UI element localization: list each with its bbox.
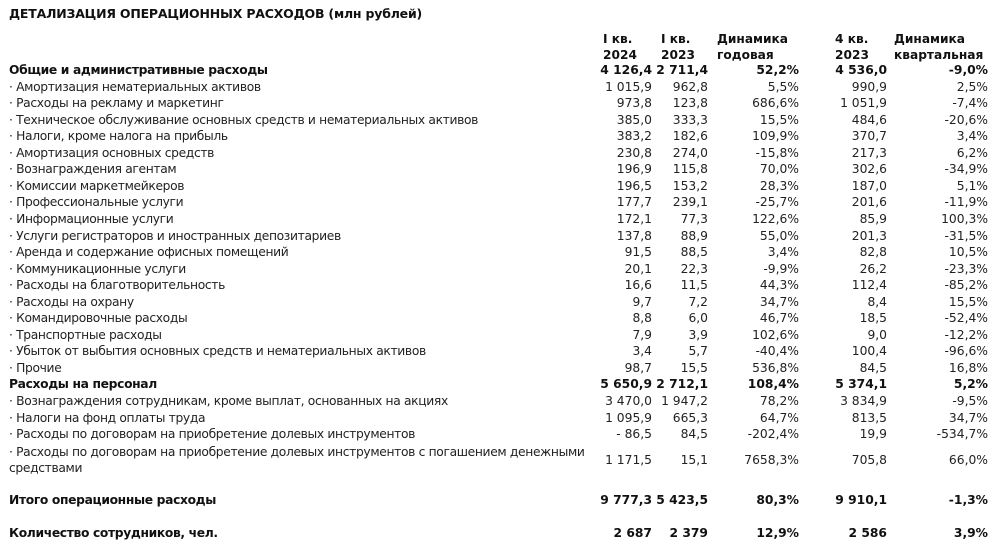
value-q1-2023: 333,3 <box>672 112 708 127</box>
value-q1-2024: 230,8 <box>616 145 652 160</box>
value-q1-2024: 1 095,9 <box>605 410 652 425</box>
row-label: · Услуги регистраторов и иностранных депозитариев <box>9 228 341 243</box>
row-label: Итого операционные расходы <box>9 493 217 507</box>
table-row <box>0 161 1000 178</box>
value-q1-2023: 665,3 <box>672 410 708 425</box>
value-q1-2023: 6,0 <box>688 311 708 326</box>
table-row <box>0 211 1000 228</box>
table-row <box>0 410 1000 427</box>
value-qoq-change: 34,7% <box>948 410 988 425</box>
row-label: Расходы на персонал <box>9 377 157 392</box>
value-q1-2024: 1 015,9 <box>605 79 652 94</box>
value-q1-2024: 20,1 <box>624 261 652 276</box>
value-q1-2024: 1 171,5 <box>605 453 652 467</box>
table-row <box>0 112 1000 129</box>
value-q1-2023: 11,5 <box>680 278 708 293</box>
value-q1-2024: 91,5 <box>624 245 652 260</box>
value-yoy-change: 64,7% <box>759 410 799 425</box>
value-q1-2023: 962,8 <box>672 79 708 94</box>
value-qoq-change: -20,6% <box>944 112 988 127</box>
value-qoq-change: -9,5% <box>952 394 988 408</box>
value-q4-2023: 370,7 <box>851 129 887 144</box>
row-label: · Командировочные расходы <box>9 311 188 326</box>
value-qoq-change: -85,2% <box>944 278 988 293</box>
row-label: · Расходы по договорам на приобретение долевых инструментов <box>9 427 416 442</box>
value-q4-2023: 8,4 <box>867 294 887 309</box>
value-q1-2023: 7,2 <box>688 294 708 309</box>
value-qoq-change: -34,9% <box>944 162 988 177</box>
column-header-q1-2024: I кв. 2024 <box>603 32 637 62</box>
value-q4-2023: 217,3 <box>851 145 887 160</box>
value-q4-2023: 85,9 <box>859 211 887 226</box>
value-yoy-change: 109,9% <box>752 129 799 144</box>
row-label: · Коммуникационные услуги <box>9 261 186 276</box>
table-row <box>0 194 1000 211</box>
value-qoq-change: 2,5% <box>956 79 988 94</box>
value-qoq-change: -11,9% <box>944 195 988 210</box>
value-q1-2024: 5 650,9 <box>600 377 652 392</box>
table-row <box>0 393 1000 410</box>
value-q1-2023: 274,0 <box>672 145 708 160</box>
value-yoy-change: 12,9% <box>756 526 799 540</box>
value-yoy-change: 80,3% <box>756 493 799 507</box>
value-q1-2023: 115,8 <box>672 162 708 177</box>
row-label: · Прочие <box>9 360 62 375</box>
value-qoq-change: 66,0% <box>948 453 988 467</box>
value-qoq-change: -7,4% <box>952 96 988 111</box>
row-label: · Комиссии маркетмейкеров <box>9 178 185 193</box>
value-q1-2023: 5 423,5 <box>656 493 708 507</box>
row-label: · Амортизация нематериальных активов <box>9 79 261 94</box>
row-label: · Убыток от выбытия основных средств и нематериальных активов <box>9 344 426 359</box>
table-row <box>0 277 1000 294</box>
value-yoy-change: 28,3% <box>759 178 799 193</box>
value-q1-2024: 385,0 <box>616 112 652 127</box>
value-yoy-change: 15,5% <box>759 112 799 127</box>
value-q4-2023: 18,5 <box>859 311 887 326</box>
value-qoq-change: -12,2% <box>944 327 988 342</box>
value-yoy-change: 108,4% <box>747 377 799 392</box>
value-q4-2023: 84,5 <box>859 360 887 375</box>
value-qoq-change: -23,3% <box>944 261 988 276</box>
value-q4-2023: 9 910,1 <box>835 493 887 507</box>
value-q1-2024: 9 777,3 <box>600 493 652 507</box>
table-row <box>0 360 1000 377</box>
row-label: Общие и административные расходы <box>9 63 268 77</box>
value-q4-2023: 82,8 <box>859 245 887 260</box>
value-q1-2023: 153,2 <box>672 178 708 193</box>
value-yoy-change: 536,8% <box>752 360 799 375</box>
table-row-section <box>0 525 1000 542</box>
value-q1-2024: 8,8 <box>632 311 652 326</box>
column-header-yoy-change: Динамика годовая <box>717 32 789 62</box>
value-yoy-change: 46,7% <box>759 311 799 326</box>
row-label: · Информационные услуги <box>9 211 174 226</box>
row-label: · Вознаграждения сотрудникам, кроме выплат, основанных на акциях <box>9 394 448 408</box>
value-q1-2023: 2 712,1 <box>656 377 708 392</box>
value-yoy-change: 122,6% <box>752 211 799 226</box>
row-label: · Профессиональные услуги <box>9 195 184 210</box>
value-yoy-change: 102,6% <box>752 327 799 342</box>
value-q1-2024: 98,7 <box>624 360 652 375</box>
value-q1-2024: 9,7 <box>632 294 652 309</box>
column-header-q4-2023: 4 кв. 2023 <box>835 32 869 62</box>
value-q4-2023: 201,3 <box>851 228 887 243</box>
value-yoy-change: 686,6% <box>752 96 799 111</box>
value-q4-2023: 5 374,1 <box>835 377 887 392</box>
value-q4-2023: 112,4 <box>851 278 887 293</box>
value-yoy-change: 34,7% <box>759 294 799 309</box>
value-q1-2024: 172,1 <box>616 211 652 226</box>
table-row-section <box>0 376 1000 393</box>
value-yoy-change: -15,8% <box>755 145 799 160</box>
value-q1-2023: 22,3 <box>680 261 708 276</box>
value-q4-2023: 1 051,9 <box>840 96 887 111</box>
value-q4-2023: 187,0 <box>851 178 887 193</box>
table-row <box>0 79 1000 96</box>
value-q1-2024: 383,2 <box>616 129 652 144</box>
value-yoy-change: 44,3% <box>759 278 799 293</box>
table-row <box>0 95 1000 112</box>
table-row <box>0 343 1000 360</box>
value-qoq-change: 6,2% <box>956 145 988 160</box>
row-label: · Налоги на фонд оплаты труда <box>9 410 206 425</box>
value-yoy-change: -202,4% <box>747 427 799 442</box>
value-yoy-change: -25,7% <box>755 195 799 210</box>
value-q4-2023: 26,2 <box>859 261 887 276</box>
value-yoy-change: 7658,3% <box>744 453 799 467</box>
value-q1-2024: 7,9 <box>632 327 652 342</box>
row-label: · Расходы на рекламу и маркетинг <box>9 96 224 111</box>
value-yoy-change: 55,0% <box>759 228 799 243</box>
value-q1-2023: 5,7 <box>688 344 708 359</box>
row-label: Количество сотрудников, чел. <box>9 526 218 540</box>
value-q1-2024: 4 126,4 <box>600 63 652 77</box>
value-yoy-change: -40,4% <box>755 344 799 359</box>
value-q1-2023: 88,5 <box>680 245 708 260</box>
table-row <box>0 244 1000 261</box>
row-label: · Аренда и содержание офисных помещений <box>9 245 289 260</box>
value-q4-2023: 4 536,0 <box>835 63 887 77</box>
value-q4-2023: 2 586 <box>848 526 887 540</box>
value-q1-2024: 16,6 <box>624 278 652 293</box>
value-q1-2024: 196,9 <box>616 162 652 177</box>
value-qoq-change: 10,5% <box>948 245 988 260</box>
value-qoq-change: 100,3% <box>941 211 988 226</box>
table-row <box>0 426 1000 443</box>
value-yoy-change: 52,2% <box>756 63 799 77</box>
value-q4-2023: 813,5 <box>851 410 887 425</box>
row-label: · Расходы на благотворительность <box>9 278 225 293</box>
value-yoy-change: 78,2% <box>759 394 799 408</box>
value-q4-2023: 705,8 <box>851 453 887 467</box>
value-q4-2023: 990,9 <box>851 79 887 94</box>
row-label: · Налоги, кроме налога на прибыль <box>9 129 228 144</box>
row-label: · Транспортные расходы <box>9 327 162 342</box>
value-q1-2023: 2 379 <box>669 526 708 540</box>
column-header-q1-2023: I кв. 2023 <box>661 32 695 62</box>
value-q4-2023: 302,6 <box>851 162 887 177</box>
value-qoq-change: -52,4% <box>944 311 988 326</box>
value-qoq-change: -534,7% <box>936 427 988 442</box>
value-qoq-change: 15,5% <box>948 294 988 309</box>
table-row <box>0 310 1000 327</box>
value-q1-2023: 1 947,2 <box>661 394 708 408</box>
row-label: · Расходы по договорам на приобретение долевых инструментов с погашением денежными средствами <box>9 445 585 475</box>
value-q1-2023: 2 711,4 <box>656 63 708 77</box>
value-qoq-change: 16,8% <box>948 360 988 375</box>
value-qoq-change: 3,9% <box>953 526 988 540</box>
column-header-qoq-change: Динамика квартальная <box>894 32 984 62</box>
value-q4-2023: 484,6 <box>851 112 887 127</box>
value-yoy-change: -9,9% <box>763 261 799 276</box>
value-yoy-change: 5,5% <box>767 79 799 94</box>
value-qoq-change: -1,3% <box>948 493 988 507</box>
value-yoy-change: 3,4% <box>767 245 799 260</box>
value-qoq-change: -96,6% <box>944 344 988 359</box>
row-label: · Расходы на охрану <box>9 294 134 309</box>
value-q1-2023: 77,3 <box>680 211 708 226</box>
row-label: · Амортизация основных средств <box>9 145 215 160</box>
value-q1-2023: 123,8 <box>672 96 708 111</box>
table-row-section <box>0 62 1000 79</box>
table-row <box>0 145 1000 162</box>
value-q1-2023: 15,5 <box>680 360 708 375</box>
value-yoy-change: 70,0% <box>759 162 799 177</box>
value-qoq-change: 5,1% <box>956 178 988 193</box>
value-q4-2023: 201,6 <box>851 195 887 210</box>
value-q4-2023: 9,0 <box>867 327 887 342</box>
value-q1-2023: 3,9 <box>688 327 708 342</box>
table-row <box>0 444 1000 478</box>
table-row <box>0 228 1000 245</box>
value-q1-2024: 973,8 <box>616 96 652 111</box>
value-q1-2023: 15,1 <box>680 453 708 467</box>
table-row <box>0 128 1000 145</box>
table-title: ДЕТАЛИЗАЦИЯ ОПЕРАЦИОННЫХ РАСХОДОВ (млн рублей) <box>9 6 423 21</box>
value-q4-2023: 100,4 <box>851 344 887 359</box>
value-q1-2024: 137,8 <box>616 228 652 243</box>
value-q4-2023: 19,9 <box>859 427 887 442</box>
table-row <box>0 294 1000 311</box>
value-q1-2024: 3,4 <box>632 344 652 359</box>
row-label: · Техническое обслуживание основных средств и нематериальных активов <box>9 112 479 127</box>
table-row <box>0 327 1000 344</box>
value-q4-2023: 3 834,9 <box>840 394 887 408</box>
table-row-section <box>0 492 1000 509</box>
value-qoq-change: 5,2% <box>953 377 988 392</box>
value-qoq-change: 3,4% <box>956 129 988 144</box>
value-q1-2023: 88,9 <box>680 228 708 243</box>
value-q1-2023: 182,6 <box>672 129 708 144</box>
value-qoq-change: -9,0% <box>948 63 988 77</box>
table-row <box>0 178 1000 195</box>
value-qoq-change: -31,5% <box>944 228 988 243</box>
value-q1-2024: 196,5 <box>616 178 652 193</box>
value-q1-2024: 3 470,0 <box>605 394 652 408</box>
value-q1-2024: - 86,5 <box>616 427 652 442</box>
value-q1-2023: 239,1 <box>672 195 708 210</box>
value-q1-2024: 177,7 <box>616 195 652 210</box>
table-row <box>0 261 1000 278</box>
row-label: · Вознаграждения агентам <box>9 162 177 177</box>
value-q1-2023: 84,5 <box>680 427 708 442</box>
value-q1-2024: 2 687 <box>613 526 652 540</box>
